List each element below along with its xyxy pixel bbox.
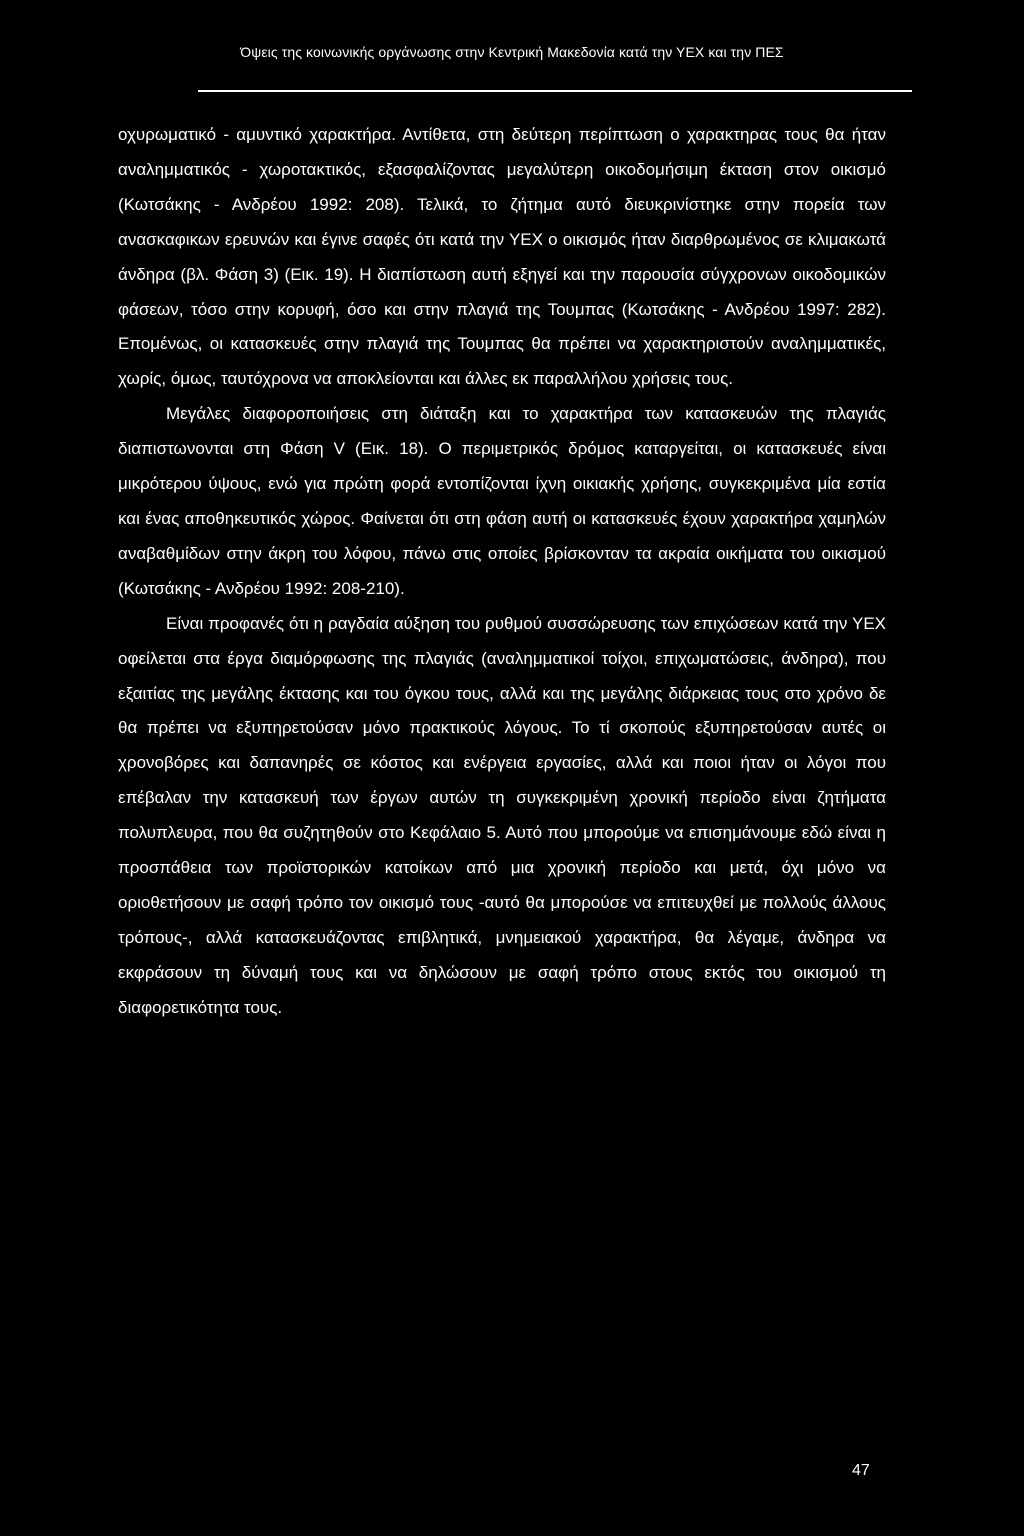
page-number: 47 [852, 1462, 870, 1479]
running-header: Όψεις της κοινωνικής οργάνωσης στην Κεντρική Μακεδονία κατά την ΥΕΧ και την ΠΕΣ [240, 44, 784, 60]
paragraph-3: Είναι προφανές ότι η ραγδαία αύξηση του ρυθμού συσσώρευσης των επιχώσεων κατά την ΥΕΧ οφείλεται στα έργα διαμόρφωσης της πλαγιάς (αναλημματικοί τοίχοι, επιχωματώσεις, άνδηρα), που εξαιτίας της μεγάλης έκτασης και του όγκου τους, αλλά και της μεγάλης διάρκειας τους στο χρόνο δε θα πρέπει να εξυπηρετούσαν μόνο πρακτικούς λόγους. Το τί σκοπούς εξυπηρετούσαν αυτές οι χρονοβόρες και δαπανηρές σε κόστος και ενέργεια εργασίες, αλλά και ποιοι ήταν οι λόγοι που επέβαλαν την κατασκευή των έργων αυτών τη συγκεκριμένη χρονική περίοδο είναι ζητήματα πολυπλευρα, που θα συζητηθούν στο Κεφάλαιο 5. Αυτό που μπορούμε να επισημάνουμε εδώ είναι η προσπάθεια των προϊστορικών κατοίκων από μια χρονική περίοδο και μετά, όχι μόνο να οριοθετήσουν με σαφή τρόπο τον οικισμό τους -αυτό θα μπορούσε να επιτευχθεί με πολλούς άλλους τρόπους-, αλλά κατασκευάζοντας επιβλητικά, μνημειακού χαρακτήρα, θα λέγαμε, άνδηρα να εκφράσουν τη δύναμή τους και να δηλώσουν με σαφή τρόπο στους εκτός του οικισμού τη διαφορετικότητα τους. [118, 613, 886, 1017]
body-text [118, 118, 886, 1026]
paragraph-2: Μεγάλες διαφοροποιήσεις στη διάταξη και το χαρακτήρα των κατασκευών της πλαγιάς διαπιστωνονται στη Φάση V (Εικ. 18). Ο περιμετρικός δρόμος καταργείται, οι κατασκευές είναι μικρότερου ύψους, ενώ για πρώτη φορά εντοπίζονται ίχνη οικιακής χρήσης, συγκεκριμένα μία εστία και ένας αποθηκευτικός χώρος. Φαίνεται ότι στη φάση αυτή οι κατασκευές έχουν χαρακτήρα χαμηλών αναβαθμίδων στην άκρη του λόφου, πάνω στις οποίες βρίσκονταν τα ακραία οικήματα του οικισμού (Κωτσάκης - Ανδρέου 1992: 208-210). [118, 404, 886, 598]
header-rule [198, 90, 912, 92]
paragraph-1: οχυρωματικό - αμυντικό χαρακτήρα. Αντίθετα, στη δεύτερη περίπτωση ο χαρακτηρας τους θα ήταν αναλημματικός - χωροτακτικός, εξασφαλίζοντας μεγαλύτερη οικοδομήσιμη έκταση στον οικισμό (Κωτσάκης - Ανδρέου 1992: 208). Τελικά, το ζήτημα αυτό διευκρινίστηκε στην πορεία των ανασκαφικων ερευνών και έγινε σαφές ότι κατά την ΥΕΧ ο οικισμός ήταν διαρθρωμένος σε κλιμακωτά άνδηρα (βλ. Φάση 3) (Εικ. 19). Η διαπίστωση αυτή εξηγεί και την παρουσία σύγχρονων οικοδομικών φάσεων, τόσο στην κορυφή, όσο και στην πλαγιά της Τουμπας (Κωτσάκης - Ανδρέου 1997: 282). Επομένως, οι κατασκευές στην πλαγιά της Τουμπας θα πρέπει να χαρακτηριστούν αναλημματικές, χωρίς, όμως, ταυτόχρονα να αποκλείονται και άλλες εκ παραλλήλου χρήσεις τους. [118, 125, 886, 389]
